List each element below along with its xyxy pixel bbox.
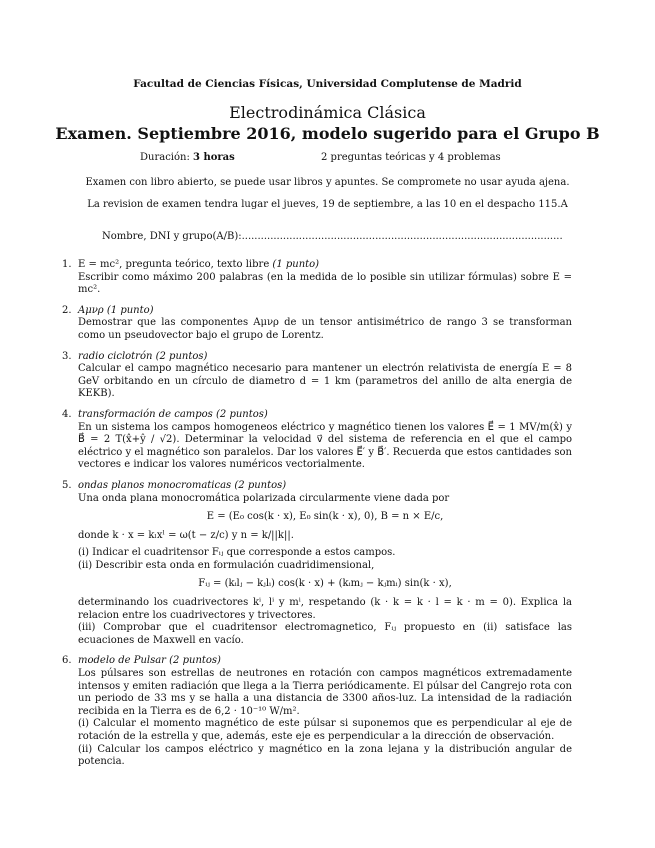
question-number: 1. — [62, 259, 72, 270]
question-3 — [62, 351, 572, 401]
question-body: En un sistema los campos homogeneos eléctrico y magnético tienen los valores E⃗ = 1 MV/m(x̂) y B⃗ = 2 T(x̂+ŷ / √2). Determinar la velocidad v⃗ del sistema de referencia en el que el campo eléctrico y el magnético son paralelos. Dar los valores E⃗′ y B⃗′. Recuerda que estos cantidades son vectores e indicar los valores numéricos vectorialmente. — [78, 421, 572, 471]
question-title: ondas planos monocromaticas — [78, 479, 232, 491]
revision-note: La revision de examen tendra lugar el jueves, 19 de septiembre, a las 10 en el despacho 115.A — [87, 199, 568, 210]
question-number: 6. — [62, 655, 72, 667]
duration-value: 3 horas — [193, 152, 235, 163]
question-body: Los púlsares son estrellas de neutrones en rotación con campos magnéticos extremadamente intensos y emiten radiación que llega a la Tierra periódicamente. El púlsar del Cangrejo rota con un periodo de 33 ms y se halla a una distancia de 3300 años-luz. La intensidad de la radiación recibida en la Tierra es de 6,2 · 10⁻¹⁰ W/m². — [78, 668, 572, 717]
question-part-iii: (iii) Comprobar que el cuadritensor electromagnetico, Fᵢⱼ propuesto en (ii) satisface las ecuaciones de Maxwell en vacío. — [78, 622, 572, 646]
question-body: Calcular el campo magnético necesario para mantener un electrón relativista de energía E = 8 GeV orbitando en un círculo de diametro d = 1 km (parametros del anillo de alta energia de KEKB). — [78, 363, 572, 400]
question-part-i: (i) Calcular el momento magnético de este púlsar si suponemos que es perpendicular al eje de rotación de la estrella y que, además, este eje es perpendicular a la dirección de observación. — [78, 718, 572, 742]
question-number: 5. — [62, 479, 72, 491]
question-points: (1 punto) — [106, 304, 154, 316]
question-points: (2 puntos) — [234, 479, 287, 491]
question-points: (2 puntos) — [169, 655, 221, 667]
question-title: modelo de Pulsar — [78, 655, 166, 667]
question-part-ii: (ii) Calcular los campos eléctrico y magnético en la zona lejana y la distribución angular de potencia. — [78, 743, 572, 768]
equation-fields: E = (E₀ cos(k · x), E₀ sin(k · x), 0), B = n × E/c, — [206, 511, 444, 523]
equation-tensor: Fᵢⱼ = (kᵢlⱼ − kⱼlᵢ) cos(k · x) + (kᵢmⱼ − kⱼmᵢ) sin(k · x), — [198, 578, 452, 590]
question-intro: Una onda plana monocromática polarizada circularmente viene dada por — [78, 492, 450, 504]
question-points: (2 puntos) — [155, 350, 208, 362]
question-1 — [62, 259, 572, 297]
question-title: E = mc², pregunta teórico, texto libre — [78, 259, 270, 270]
question-points: (2 puntos) — [216, 408, 268, 420]
question-part-ii: (ii) Describir esta onda en formulación cuadridimensional, — [78, 559, 375, 571]
faculty-header: Facultad de Ciencias Físicas, Universidad Complutense de Madrid — [133, 78, 522, 90]
question-points: (1 punto) — [272, 259, 320, 270]
question-body: Escribir como máximo 200 palabras (en la medida de lo posible sin utilizar fórmulas) sobre E = mc². — [78, 271, 572, 296]
question-where: donde k · x = kₗxˡ = ω(t − z/c) y n = k/||k||. — [78, 529, 294, 541]
question-number: 2. — [62, 304, 72, 316]
exam-title: Examen. Septiembre 2016, modelo sugerido para el Grupo B — [55, 124, 600, 143]
duration — [140, 152, 235, 163]
open-book-note: Examen con libro abierto, se puede usar libros y apuntes. Se compromete no usar ayuda ajena. — [85, 177, 570, 188]
question-5 — [62, 480, 572, 648]
question-title: Aμνρ — [78, 304, 104, 316]
name-field-line: Nombre, DNI y grupo(A/B):..................................................................................................... — [102, 231, 563, 242]
question-number: 4. — [62, 408, 72, 420]
question-title: transformación de campos — [78, 408, 213, 420]
question-6 — [62, 655, 572, 768]
question-count: 2 preguntas teóricas y 4 problemas — [321, 152, 501, 163]
course-title: Electrodinámica Clásica — [229, 103, 426, 122]
question-after: determinando los cuadrivectores kⁱ, lⁱ y mⁱ, respetando (k · k = k · l = k · m = 0). Explica la relacion entre los cuadrivectores y trivectores. — [78, 597, 572, 621]
question-title: radio ciclotrón — [78, 350, 153, 362]
question-2 — [62, 305, 572, 343]
duration-label: Duración: — [140, 152, 190, 163]
question-part-i: (i) Indicar el cuadritensor Fᵢⱼ que corresponde a estos campos. — [78, 547, 396, 559]
question-number: 3. — [62, 350, 72, 362]
question-body: Demostrar que las componentes Aμνρ de un tensor antisimétrico de rango 3 se transforman como un pseudovector bajo el grupo de Lorentz. — [78, 317, 572, 341]
question-4 — [62, 409, 572, 472]
question-list — [62, 259, 572, 777]
